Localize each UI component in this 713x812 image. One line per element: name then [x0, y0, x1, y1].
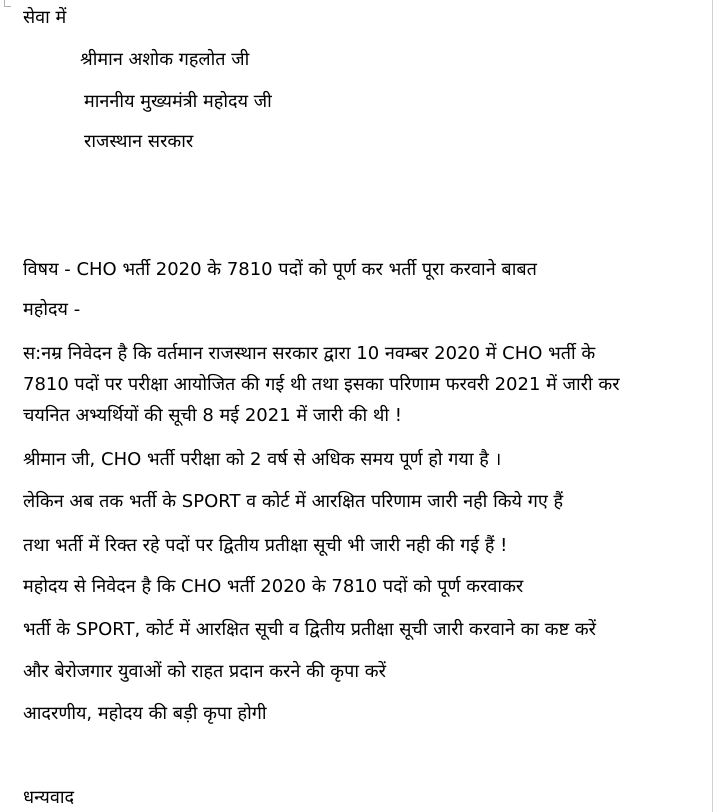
paragraph-line: 7810 पदों पर परीक्षा आयोजित की गई थी तथा इसका परिणाम फरवरी 2021 में जारी कर — [23, 374, 620, 395]
body-line: महोदय से निवेदन है कि CHO भर्ती 2020 के 7810 पदों को पूर्ण करवाकर — [23, 576, 524, 597]
body-line: तथा भर्ती में रिक्त रहे पदों पर द्वितीय प्रतीक्षा सूची भी जारी नही की गई हैं ! — [23, 535, 508, 556]
paragraph-line: चयनित अभ्यर्थियों की सूची 8 मई 2021 में जारी की थी ! — [23, 405, 402, 426]
body-line: और बेरोजगार युवाओं को राहत प्रदान करने की कृपा करें — [23, 661, 386, 682]
address-name: श्रीमान अशोक गहलोत जी — [80, 49, 250, 70]
subject-line: विषय - CHO भर्ती 2020 के 7810 पदों को पूर्ण कर भर्ती पूरा करवाने बाबत — [23, 259, 537, 280]
closing: धन्यवाद — [23, 787, 75, 808]
salutation: सेवा में — [23, 7, 67, 28]
address-government: राजस्थान सरकार — [84, 131, 194, 152]
page-corner-marker — [4, 0, 11, 7]
body-line: श्रीमान जी, CHO भर्ती परीक्षा को 2 वर्ष से अधिक समय पूर्ण हो गया है । — [23, 449, 502, 470]
body-line: लेकिन अब तक भर्ती के SPORT व कोर्ट में आरक्षित परिणाम जारी नही किये गए हैं — [23, 491, 564, 512]
address-designation: माननीय मुख्यमंत्री महोदय जी — [84, 91, 272, 112]
paragraph-line: स:नम्र निवेदन है कि वर्तमान राजस्थान सरकार द्वारा 10 नवम्बर 2020 में CHO भर्ती के — [23, 343, 596, 364]
body-line: आदरणीय, महोदय की बड़ी कृपा होगी — [23, 703, 267, 724]
body-line: भर्ती के SPORT, कोर्ट में आरक्षित सूची व द्वितीय प्रतीक्षा सूची जारी करवाने का कष्ट करें — [23, 619, 597, 640]
greeting: महोदय - — [23, 299, 81, 320]
